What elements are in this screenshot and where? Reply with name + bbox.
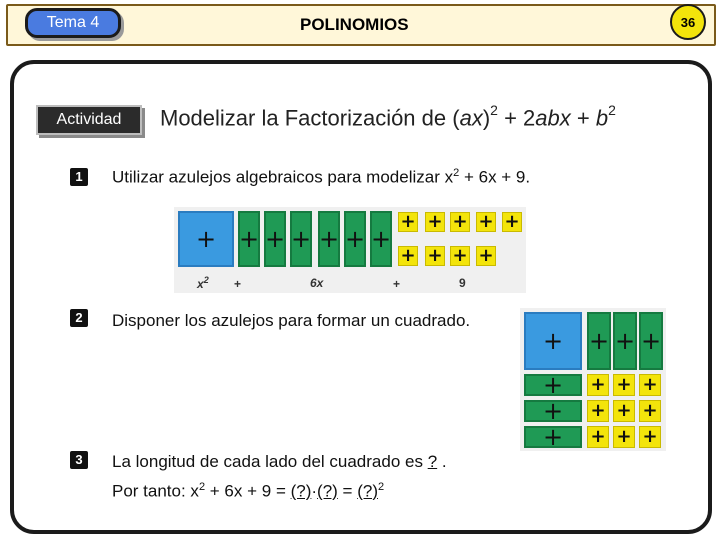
tema-badge[interactable]: Tema 4 (25, 8, 121, 38)
label-plus-2: + (393, 277, 401, 291)
x-tile: + (238, 211, 260, 267)
unit-tile: + (587, 374, 609, 396)
label-plus-1: + (234, 277, 242, 291)
factor-blank-2[interactable]: (?) (317, 481, 338, 501)
unit-tile: + (639, 374, 661, 396)
unit-tile: + (450, 246, 470, 266)
label-x2: $x^2$ (197, 275, 209, 291)
x-tile: + (524, 374, 582, 396)
step-3-text: La longitud de cada lado del cuadrado es ? . (112, 452, 447, 471)
unit-tile: + (425, 246, 445, 266)
unit-tile: + (476, 246, 496, 266)
factor-blank-3[interactable]: (?) (357, 481, 378, 501)
unit-tile: + (425, 212, 445, 232)
unit-tile: + (476, 212, 496, 232)
x-tile: + (318, 211, 340, 267)
label-6x: 6x (310, 276, 324, 290)
unit-tile: + (613, 426, 635, 448)
step-2-text: Disponer los azulejos para formar un cuadrado. (112, 311, 471, 330)
unit-tile: + (587, 426, 609, 448)
actividad-badge: Actividad (36, 105, 142, 135)
conclusion-text: Por tanto: $x^2 + 6x + 9$ = (?)·(?) = (?)$^2$ (112, 481, 385, 501)
step-1-text: Utilizar azulejos algebraicos para modelizar $x^2 + 6x + 9$. (112, 167, 531, 187)
x-tile: + (264, 211, 286, 267)
side-length-blank[interactable]: ? (427, 452, 438, 471)
step-3-number: 3 (70, 451, 88, 469)
x-tile: + (344, 211, 366, 267)
unit-tile: + (613, 400, 635, 422)
step-1-number: 1 (70, 168, 88, 186)
x-squared-tile: + (524, 312, 582, 370)
unit-tile: + (639, 400, 661, 422)
step-2-number: 2 (70, 309, 88, 327)
activity-title: Modelizar la Factorización de $(ax)^2 + 2abx + b^2$ (160, 102, 616, 131)
x-tile: + (524, 426, 582, 448)
x-squared-tile: + (178, 211, 234, 267)
label-9: 9 (459, 276, 466, 290)
x-tile: + (290, 211, 312, 267)
page-number: 36 (670, 4, 706, 40)
factor-blank-1[interactable]: (?) (290, 481, 312, 501)
header-title: POLINOMIOS (300, 15, 409, 34)
x-tile: + (613, 312, 637, 370)
unit-tile: + (398, 212, 418, 232)
unit-tile: + (450, 212, 470, 232)
unit-tile: + (613, 374, 635, 396)
x-tile: + (587, 312, 611, 370)
x-tile: + (370, 211, 392, 267)
x-tile: + (639, 312, 663, 370)
x-tile: + (524, 400, 582, 422)
unit-tile: + (502, 212, 522, 232)
unit-tile: + (587, 400, 609, 422)
unit-tile: + (639, 426, 661, 448)
unit-tile: + (398, 246, 418, 266)
